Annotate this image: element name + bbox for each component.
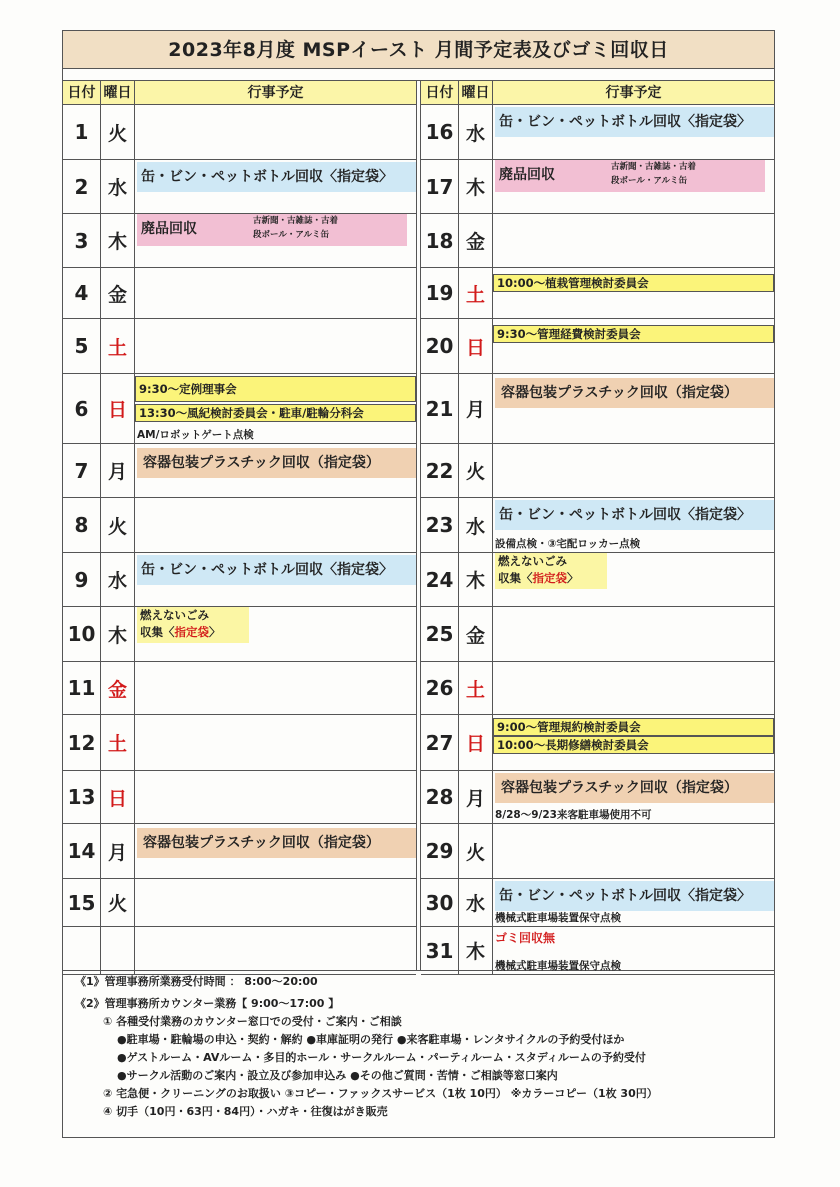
- weekday: 水: [101, 553, 135, 606]
- day-number: 3: [63, 214, 101, 267]
- weekday: 水: [459, 879, 493, 926]
- calendar: [63, 81, 774, 971]
- day-events: [493, 771, 774, 823]
- plastic-collection: 容器包装プラスチック回収（指定袋）: [495, 773, 774, 803]
- bag-name: 指定袋: [532, 571, 567, 585]
- weekday: 日: [459, 715, 493, 770]
- weekday: 金: [101, 662, 135, 714]
- paper-collection-label: 廃品回収: [141, 221, 197, 237]
- day-number: 18: [421, 214, 459, 267]
- weekday: 月: [101, 824, 135, 878]
- paper-collection: [137, 214, 407, 246]
- day-events: [493, 927, 774, 974]
- day-events: [135, 553, 416, 606]
- nonburnable-bag: [498, 570, 607, 587]
- header-weekday: 曜日: [459, 81, 493, 104]
- note-text: 機械式駐車場装置保守点検: [494, 960, 621, 972]
- weekday: 金: [459, 214, 493, 267]
- day-row: [63, 927, 416, 975]
- meeting: 10:00～植栽管理検討委員会: [493, 274, 774, 292]
- day-events: [493, 607, 774, 661]
- day-events: [135, 498, 416, 552]
- day-number: 25: [421, 607, 459, 661]
- day-row: [421, 214, 774, 268]
- nonburnable-collection: [137, 607, 249, 643]
- day-row: [421, 319, 774, 374]
- weekday: 土: [459, 662, 493, 714]
- header-date: 日付: [421, 81, 459, 104]
- day-number: 17: [421, 160, 459, 213]
- day-number: 29: [421, 824, 459, 878]
- day-number: 22: [421, 444, 459, 497]
- meeting: 13:30～風紀検討委員会・駐車/駐輪分科会: [135, 404, 416, 422]
- nonburnable-bag: [140, 624, 249, 641]
- weekday: 火: [101, 879, 135, 926]
- day-row: [63, 662, 416, 715]
- day-events: [493, 268, 774, 318]
- bottle-collection: 缶・ビン・ペットボトル回収〈指定袋〉: [137, 555, 416, 585]
- no-garbage-notice: ゴミ回収無: [494, 931, 555, 945]
- day-row: [63, 319, 416, 374]
- weekday: 金: [101, 268, 135, 318]
- calendar-right-column: [421, 81, 774, 970]
- day-row: [421, 879, 774, 927]
- weekday: 土: [101, 319, 135, 373]
- paper-collection: [495, 160, 765, 192]
- bag-prefix: 収集〈: [140, 625, 175, 639]
- day-number: 5: [63, 319, 101, 373]
- day-row: [421, 771, 774, 824]
- day-number: 16: [421, 105, 459, 159]
- day-number: 15: [63, 879, 101, 926]
- day-row: [63, 444, 416, 498]
- day-events: [493, 160, 774, 213]
- day-row: [63, 771, 416, 824]
- day-number: 10: [63, 607, 101, 661]
- day-number: 21: [421, 374, 459, 443]
- day-events: [493, 498, 774, 552]
- day-events: [135, 160, 416, 213]
- day-number: 1: [63, 105, 101, 159]
- day-row: [421, 553, 774, 607]
- office-notes: [63, 973, 774, 1121]
- column-header: [421, 81, 774, 105]
- calendar-left-column: [63, 81, 416, 970]
- weekday: 火: [101, 105, 135, 159]
- weekday: [101, 927, 135, 974]
- weekday: 土: [459, 268, 493, 318]
- note-text: 設備点検・③宅配ロッカー点検: [494, 538, 641, 550]
- plastic-collection: 容器包装プラスチック回収（指定袋）: [495, 378, 774, 408]
- day-events: [135, 771, 416, 823]
- day-events: [135, 715, 416, 770]
- note-item: ① 各種受付業務のカウンター窓口での受付・ご案内・ご相談: [103, 1015, 402, 1028]
- day-number: 7: [63, 444, 101, 497]
- day-number: 20: [421, 319, 459, 373]
- day-events: [493, 214, 774, 267]
- day-events: [135, 607, 416, 661]
- day-row: [421, 498, 774, 553]
- weekday: 水: [459, 105, 493, 159]
- weekday: 火: [101, 498, 135, 552]
- weekday: 火: [459, 444, 493, 497]
- day-number: 13: [63, 771, 101, 823]
- day-events: [135, 105, 416, 159]
- weekday: 月: [101, 444, 135, 497]
- note-text: AM/ロボットゲート点検: [137, 429, 254, 441]
- day-row: [421, 444, 774, 498]
- day-row: [63, 498, 416, 553]
- plastic-collection: 容器包装プラスチック回収（指定袋）: [137, 828, 416, 858]
- spacer: [63, 69, 774, 81]
- meeting: 10:00～長期修繕検討委員会: [493, 736, 774, 754]
- day-events: [135, 824, 416, 878]
- weekday: 木: [459, 160, 493, 213]
- day-number: 26: [421, 662, 459, 714]
- day-events: [135, 444, 416, 497]
- nonburnable-title: 燃えないごみ: [140, 608, 209, 622]
- weekday: 火: [459, 824, 493, 878]
- day-row: [421, 662, 774, 715]
- day-row: [421, 160, 774, 214]
- day-row: [63, 879, 416, 927]
- weekday: 月: [459, 771, 493, 823]
- header-events: 行事予定: [605, 85, 662, 101]
- day-row: [63, 374, 416, 444]
- weekday: 木: [459, 927, 493, 974]
- weekday: 木: [101, 214, 135, 267]
- weekday: 木: [101, 607, 135, 661]
- day-number: 9: [63, 553, 101, 606]
- weekday: 日: [101, 771, 135, 823]
- day-events: [493, 879, 774, 926]
- day-row: [421, 824, 774, 879]
- nonburnable-title: 燃えないごみ: [497, 554, 567, 568]
- day-events: [135, 879, 416, 926]
- day-row: [63, 715, 416, 771]
- note-counter: 《2》管理事務所カウンター業務【 9:00～17:00 】: [75, 997, 340, 1010]
- day-row: [63, 607, 416, 662]
- paper-collection-label: 廃品回収: [498, 167, 555, 183]
- weekday: 土: [101, 715, 135, 770]
- day-events: [493, 319, 774, 373]
- day-number: 31: [421, 927, 459, 974]
- day-row: [421, 105, 774, 160]
- weekday: 水: [459, 498, 493, 552]
- day-number: 19: [421, 268, 459, 318]
- day-row: [63, 214, 416, 268]
- day-number: 30: [421, 879, 459, 926]
- page-title: 2023年8月度 MSPイースト 月間予定表及びゴミ回収日: [63, 31, 774, 69]
- day-number: 6: [63, 374, 101, 443]
- day-number: 4: [63, 268, 101, 318]
- day-events: [493, 715, 774, 770]
- day-number: 28: [421, 771, 459, 823]
- day-number: 23: [421, 498, 459, 552]
- item-line: 段ボール・アルミ缶: [253, 230, 329, 240]
- day-row: [421, 715, 774, 771]
- note-item: ② 宅急便・クリーニングのお取扱い ③コピー・ファックスサービス（1枚 10円） ※カラーコピー（1枚 30円）: [103, 1087, 658, 1100]
- day-events: [493, 444, 774, 497]
- meeting: 9:30～定例理事会: [135, 376, 416, 402]
- note-text: 機械式駐車場装置保守点検: [494, 912, 621, 924]
- day-number: 2: [63, 160, 101, 213]
- bottle-collection: 缶・ビン・ペットボトル回収〈指定袋〉: [495, 500, 774, 530]
- bag-prefix: 収集〈: [497, 571, 533, 585]
- weekday: 月: [459, 374, 493, 443]
- note-item: ●サークル活動のご案内・設立及び参加申込み ●その他ご質問・苦情・ご相談等窓口案内: [117, 1069, 558, 1082]
- day-events: [493, 105, 774, 159]
- day-events: [135, 374, 416, 443]
- item-line: 古新聞・古雑誌・古着: [253, 216, 339, 226]
- meeting: 9:30～管理経費検討委員会: [493, 325, 774, 343]
- bottle-collection: 缶・ビン・ペットボトル回収〈指定袋〉: [495, 881, 774, 911]
- day-events: [493, 553, 774, 606]
- note-item: ●駐車場・駐輪場の申込・契約・解約 ●車庫証明の発行 ●来客駐車場・レンタサイクルの予約受付ほか: [117, 1033, 625, 1046]
- day-events: [135, 662, 416, 714]
- bag-name: 指定袋: [174, 625, 209, 639]
- day-row: [421, 268, 774, 319]
- day-events: [493, 374, 774, 443]
- note-item: ●ゲストルーム・AVルーム・多目的ホール・サークルルーム・パーティルーム・スタディルームの予約受付: [117, 1051, 646, 1064]
- day-number: 27: [421, 715, 459, 770]
- day-row: [421, 927, 774, 975]
- weekday: 水: [101, 160, 135, 213]
- column-header: [63, 81, 416, 105]
- item-line: 古新聞・古雑誌・古着: [610, 162, 696, 172]
- day-number: 8: [63, 498, 101, 552]
- weekday: 金: [459, 607, 493, 661]
- day-events: [135, 214, 416, 267]
- paper-collection-items: [253, 214, 338, 242]
- day-events: [135, 319, 416, 373]
- weekday: 日: [459, 319, 493, 373]
- header-date: 日付: [63, 81, 101, 104]
- item-line: 段ボール・アルミ缶: [610, 176, 687, 186]
- note-item: ④ 切手（10円・63円・84円）・ハガキ・往復はがき販売: [103, 1105, 388, 1118]
- schedule-page: [62, 30, 775, 1138]
- weekday: 日: [101, 374, 135, 443]
- day-events: [493, 824, 774, 878]
- nonburnable-collection: [495, 553, 607, 589]
- paper-collection-items: [611, 160, 696, 188]
- day-events: [493, 662, 774, 714]
- note-hours: 《1》管理事務所業務受付時間 ： 8:00～20:00: [75, 975, 318, 988]
- bottle-collection: 缶・ビン・ペットボトル回収〈指定袋〉: [137, 162, 416, 192]
- day-row: [63, 105, 416, 160]
- day-row: [63, 160, 416, 214]
- day-number: 11: [63, 662, 101, 714]
- bag-suffix: 〉: [209, 625, 221, 639]
- header-weekday: 曜日: [101, 81, 135, 104]
- day-row: [421, 374, 774, 444]
- day-events: [135, 927, 416, 974]
- day-number: 12: [63, 715, 101, 770]
- day-row: [421, 607, 774, 662]
- bag-suffix: 〉: [566, 571, 579, 585]
- note-text: 8/28～9/23来客駐車場使用不可: [494, 809, 652, 821]
- day-number: 14: [63, 824, 101, 878]
- day-row: [63, 553, 416, 607]
- day-row: [63, 824, 416, 879]
- day-number: [63, 927, 101, 974]
- bottle-collection: 缶・ビン・ペットボトル回収〈指定袋〉: [495, 107, 774, 137]
- header-events: 行事予定: [247, 85, 304, 101]
- day-row: [63, 268, 416, 319]
- day-events: [135, 268, 416, 318]
- plastic-collection: 容器包装プラスチック回収（指定袋）: [137, 448, 416, 478]
- day-number: 24: [421, 553, 459, 606]
- meeting: 9:00～管理規約検討委員会: [493, 718, 774, 736]
- weekday: 木: [459, 553, 493, 606]
